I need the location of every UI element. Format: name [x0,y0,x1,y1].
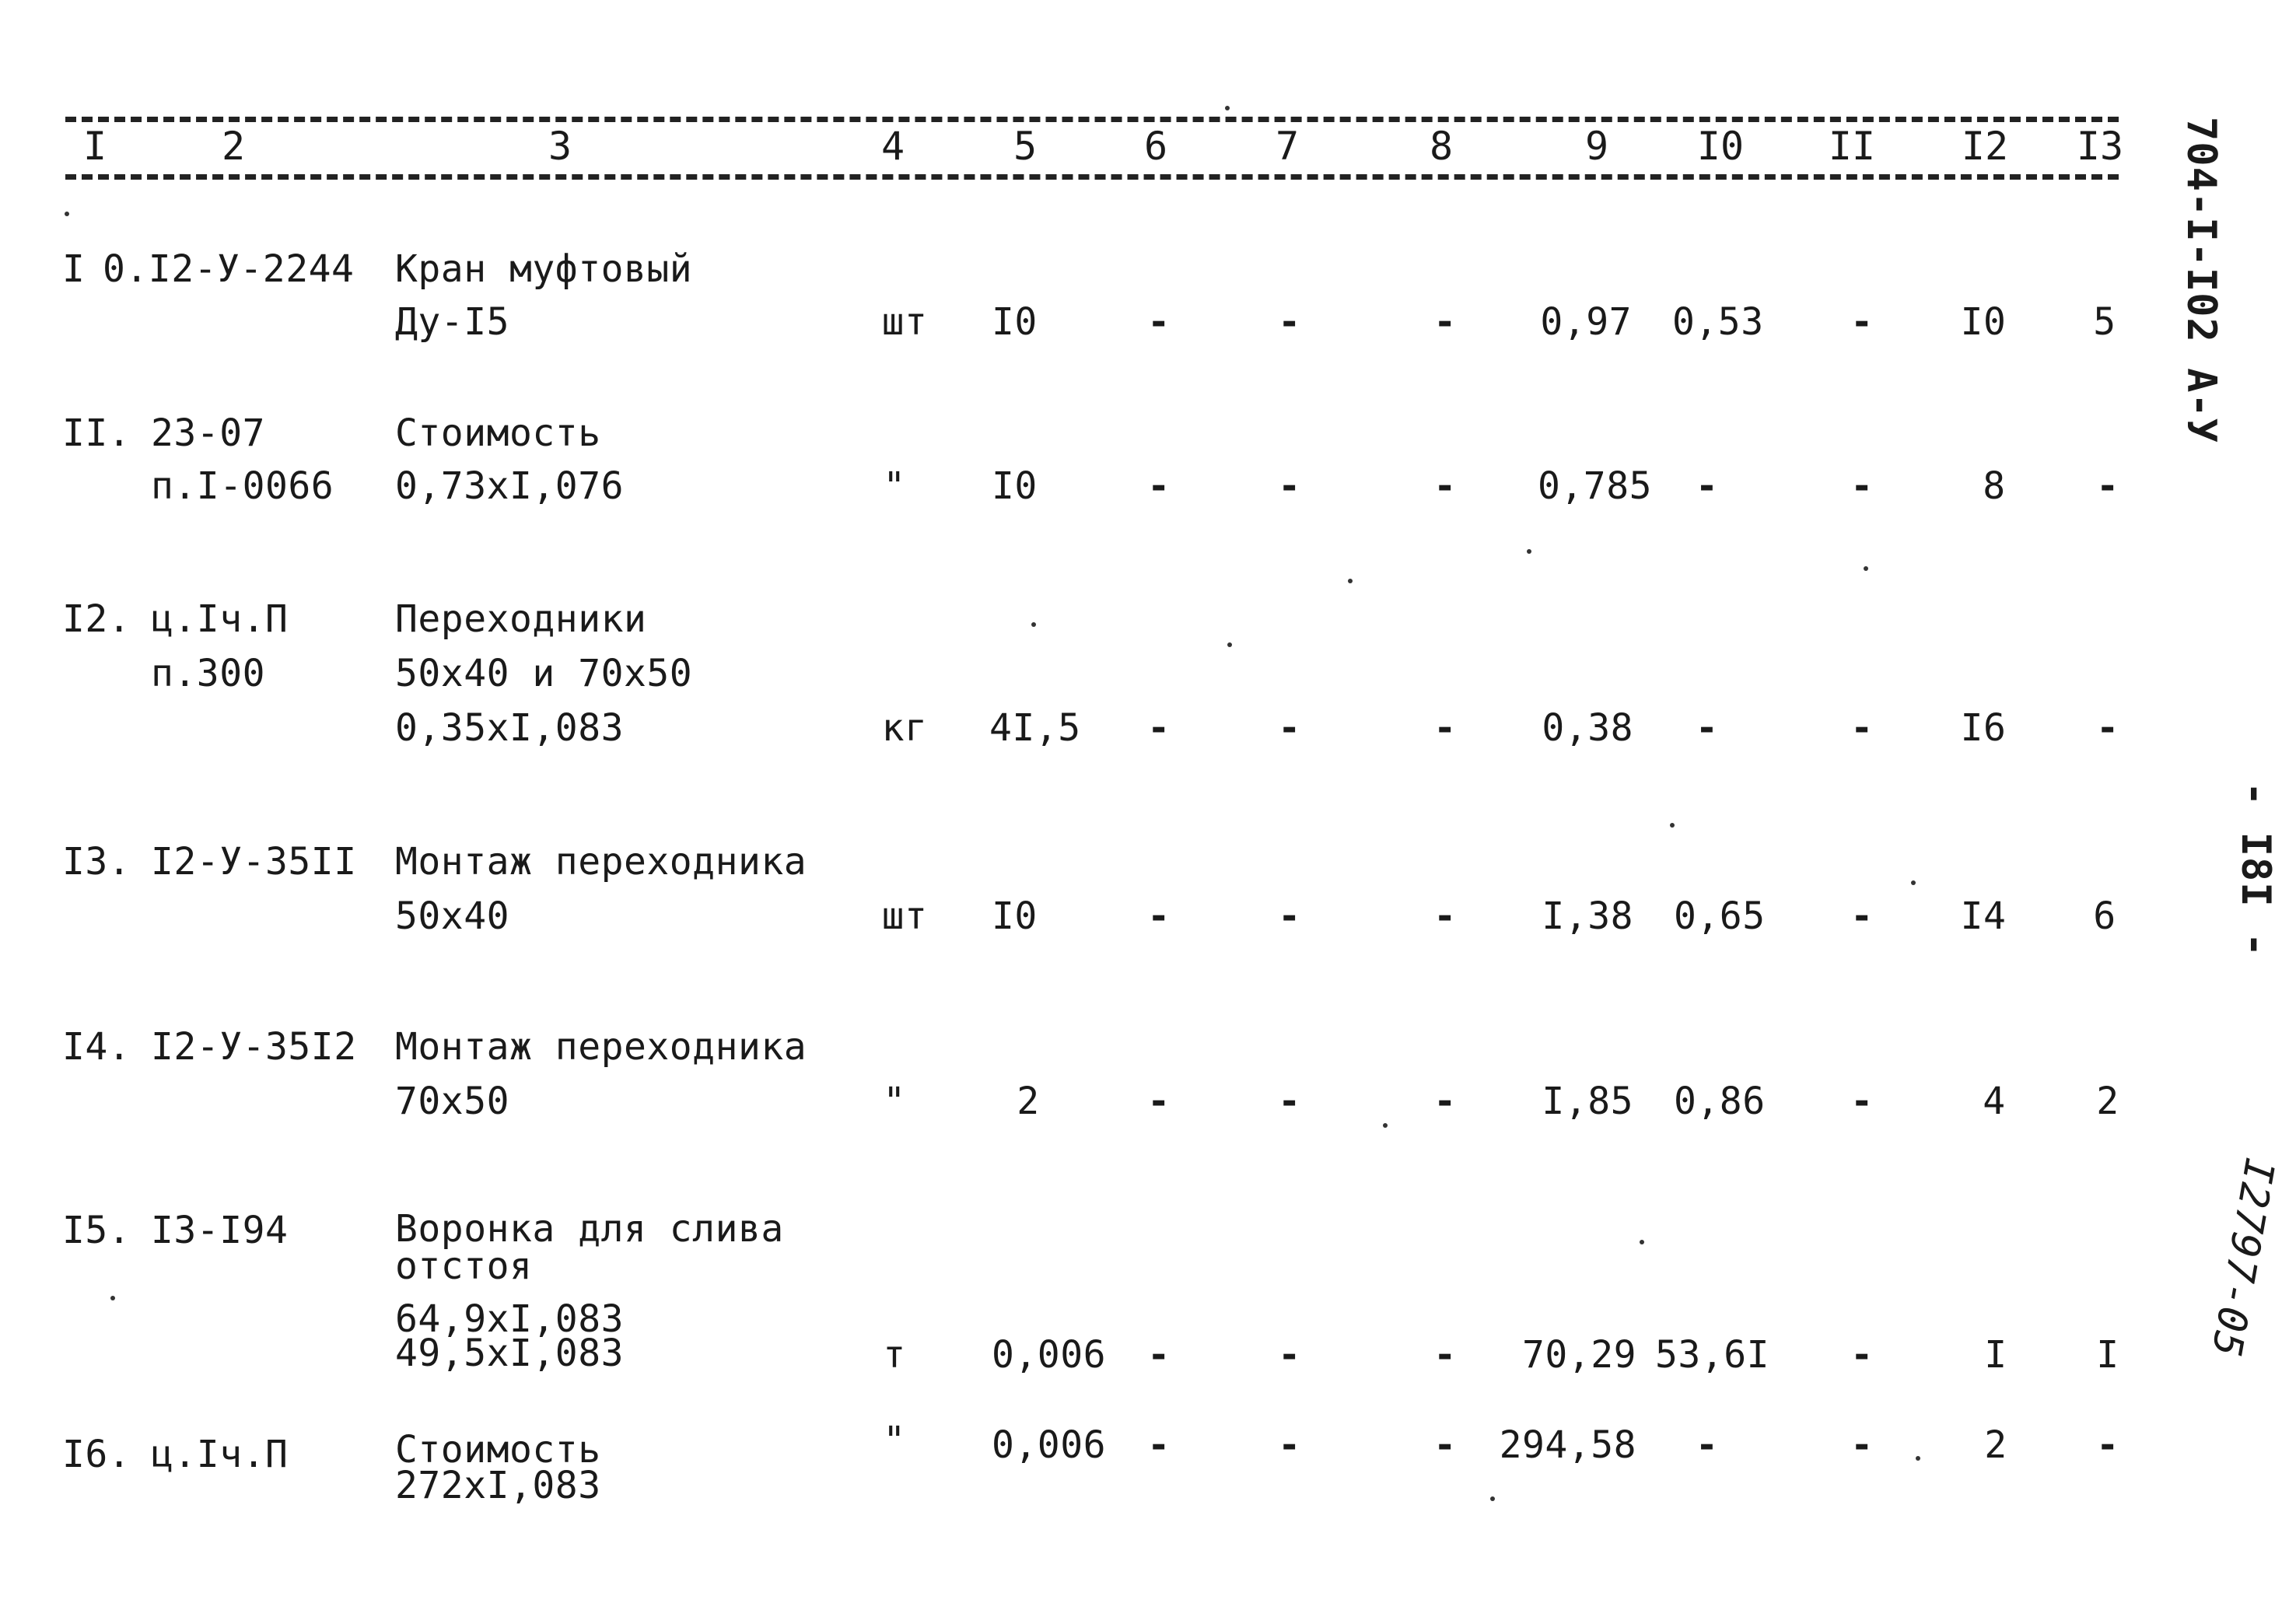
row-name-line: 0,35хI,083 [395,706,624,750]
row-col11: - [1850,1333,1874,1377]
scan-speck [1670,823,1675,828]
row-name-line: 50х40 [395,894,509,938]
row-col12: 2 [1984,1423,2007,1467]
row-col5: 0,006 [992,1423,1106,1467]
row-name-line: Стоимость [395,1428,601,1472]
row-col8: - [1433,464,1457,508]
row-unit: т [883,1333,906,1377]
row-name-line: Стоимость [395,411,601,455]
row-col11: - [1850,300,1874,344]
row-col9: 0,97 [1540,300,1632,344]
row-unit: " [883,1080,906,1123]
row-col7: - [1278,1333,1301,1377]
row-unit: шт [881,894,928,938]
row-col7: - [1278,1423,1301,1467]
row-col11: - [1850,894,1874,938]
header-col-13: I3 [2076,124,2124,169]
row-col6: - [1147,706,1171,750]
header-col-4: 4 [880,124,905,169]
row-col10: 0,53 [1672,300,1764,344]
header-col-10: I0 [1696,124,1745,169]
row-col7: - [1278,1080,1301,1123]
row-name-line: Монтаж переходника [395,840,807,884]
row-col6: - [1147,894,1171,938]
row-name-line: Монтаж переходника [395,1025,807,1069]
row-col10: - [1696,464,1719,508]
scan-speck [1227,642,1232,647]
row-col11: - [1850,1423,1874,1467]
header-col-12: I2 [1961,124,2009,169]
row-col7: - [1278,464,1301,508]
row-col6: - [1147,464,1171,508]
scan-speck [1225,106,1230,110]
row-col13: - [2096,464,2119,508]
row-number: I2. [62,597,131,641]
row-col9: I,85 [1542,1080,1633,1123]
row-col11: - [1850,706,1874,750]
row-code: п.300 [151,652,265,695]
page-number: - I8I - [2232,782,2279,958]
row-col8: - [1433,894,1457,938]
header-rule-bottom [65,174,2119,180]
row-col12: 8 [1983,464,2006,508]
row-col13: I [2096,1333,2119,1377]
row-col5: 4I,5 [989,706,1081,750]
scan-speck [110,1296,115,1300]
row-col12: I [1984,1333,2007,1377]
row-unit: " [883,1419,906,1462]
row-name-line: Воронка для слива [395,1207,784,1251]
row-col12: 4 [1983,1080,2006,1123]
scan-speck [1348,579,1353,583]
scan-speck [1383,1123,1388,1128]
row-name-line: 50х40 и 70х50 [395,652,693,695]
header-rule-top [65,117,2119,122]
row-name-line: 70х50 [395,1080,509,1123]
header-col-2: 2 [221,124,246,169]
row-code: п.I-0066 [151,464,334,508]
row-number: I4. [62,1025,131,1069]
row-name-line: отстоя [395,1244,533,1288]
row-col13: - [2096,706,2119,750]
row-name-line: Ду-I5 [395,300,509,344]
row-col10: 0,65 [1674,894,1766,938]
row-col6: - [1147,300,1171,344]
row-col8: - [1433,706,1457,750]
row-col9: I,38 [1542,894,1633,938]
scan-speck [1490,1496,1495,1501]
scan-speck [65,212,69,216]
scan-speck [1527,549,1531,554]
row-col9: 0,38 [1542,706,1633,750]
row-col5: I0 [992,894,1038,938]
archive-stamp: I2797-05 [2202,1154,2283,1361]
row-col10: - [1696,1423,1719,1467]
row-col5: I0 [992,300,1038,344]
row-col8: - [1433,1333,1457,1377]
row-col5: I0 [992,464,1038,508]
scan-speck [1031,622,1036,627]
row-number: I3. [62,840,131,884]
scan-speck [1864,566,1868,571]
row-col6: - [1147,1333,1171,1377]
row-col9: 294,58 [1499,1423,1636,1467]
row-code: I2-У-35I2 [151,1025,357,1069]
row-col10: - [1696,706,1719,750]
row-code: I2-У-35II [151,840,357,884]
header-col-9: 9 [1584,124,1609,169]
row-col12: I4 [1960,894,2007,938]
header-col-1: I [82,124,107,169]
row-col8: - [1433,300,1457,344]
row-col11: - [1850,1080,1874,1123]
header-col-5: 5 [1013,124,1038,169]
row-col10: 0,86 [1674,1080,1766,1123]
document-code: 704-I-I02 А-У [2178,117,2224,443]
header-col-3: 3 [548,124,572,169]
row-col5: 0,006 [992,1333,1106,1377]
row-unit: " [883,464,906,508]
scan-speck [1640,1240,1644,1244]
row-col10: 53,6I [1655,1333,1769,1377]
row-number: I6. [62,1433,131,1476]
row-col13: - [2096,1423,2119,1467]
row-number: I [62,247,86,291]
row-code: 23-07 [151,411,265,455]
scan-speck [1911,880,1916,885]
row-col8: - [1433,1080,1457,1123]
row-code: I3-I94 [151,1209,289,1252]
row-name-line: 272хI,083 [395,1464,601,1507]
row-unit: кг [881,706,928,750]
header-col-7: 7 [1275,124,1300,169]
row-col12: I0 [1960,300,2007,344]
row-col13: 6 [2093,894,2116,938]
row-number: II. [62,411,131,455]
row-col5: 2 [1017,1080,1040,1123]
row-name-line: Кран муфтовый [395,247,693,291]
row-name-line: 49,5хI,083 [395,1332,624,1375]
row-unit: шт [881,300,928,344]
scan-speck [1916,1456,1920,1461]
header-col-6: 6 [1143,124,1168,169]
row-col13: 2 [2096,1080,2119,1123]
row-code: ц.Iч.П [151,1433,289,1476]
header-col-8: 8 [1429,124,1454,169]
header-col-11: II [1828,124,1876,169]
row-col7: - [1278,300,1301,344]
row-col12: I6 [1960,706,2007,750]
row-col6: - [1147,1423,1171,1467]
row-number: I5. [62,1209,131,1252]
row-code: 0.I2-У-2244 [103,247,355,291]
row-col7: - [1278,894,1301,938]
row-col9: 70,29 [1522,1333,1636,1377]
row-name-line: Переходники [395,597,647,641]
row-name-line: 64,9хI,083 [395,1297,624,1341]
row-name-line: 0,73хI,076 [395,464,624,508]
row-col6: - [1147,1080,1171,1123]
row-col9: 0,785 [1538,464,1652,508]
row-col7: - [1278,706,1301,750]
row-code: ц.Iч.П [151,597,289,641]
row-col11: - [1850,464,1874,508]
row-col13: 5 [2093,300,2116,344]
row-col8: - [1433,1423,1457,1467]
